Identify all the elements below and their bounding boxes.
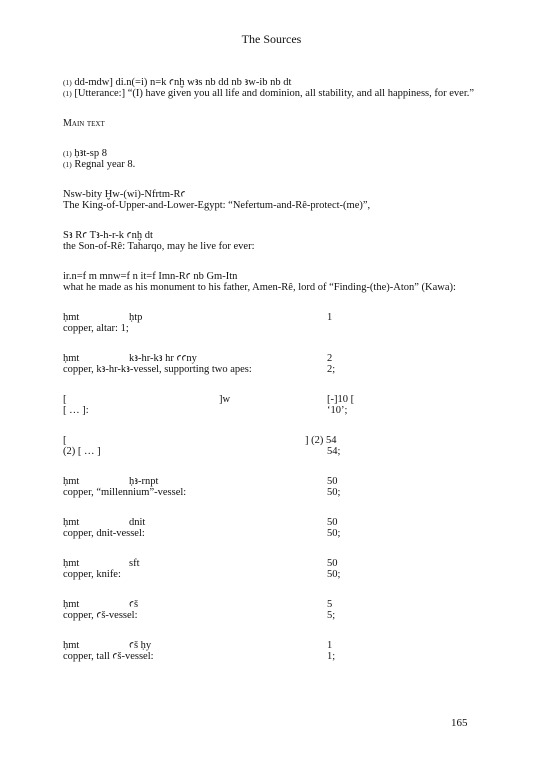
item-word-2: ꜥš ḥy	[129, 640, 152, 651]
item-translation-quantity: 50;	[327, 569, 341, 580]
item-quantity: 1	[327, 312, 333, 323]
item-word-2: sft	[129, 558, 140, 569]
intro-transliteration	[63, 77, 483, 88]
item-translation: (2) [ … ]	[63, 446, 101, 457]
line-number: (1)	[63, 78, 72, 87]
item-quantity: 50	[327, 558, 338, 569]
item-translation-row	[63, 487, 483, 498]
item-translation-row	[63, 446, 483, 457]
page-number: 165	[451, 717, 468, 729]
item-translation-row	[63, 323, 483, 334]
item-word-2: ḥtp	[129, 312, 143, 323]
running-header: The Sources	[241, 32, 302, 46]
item-translation-row	[63, 651, 483, 662]
item-word-1: [	[63, 394, 67, 405]
item-translation: copper, tall ꜥš-vessel:	[63, 651, 154, 662]
king-translation: The King-of-Upper-and-Lower-Egypt: “Nefertum-and-Rê-protect-(me)”,	[63, 200, 371, 211]
regnal-transliteration	[63, 148, 483, 159]
transliteration-text: ḥꜣt-sp 8	[74, 148, 107, 159]
item-word-2: ]w	[219, 394, 231, 405]
item-translation: copper, dnit-vessel:	[63, 528, 145, 539]
regnal-translation	[63, 159, 483, 170]
item-quantity: 1	[327, 640, 333, 651]
line-number: (1)	[63, 149, 72, 158]
item-transliteration-row	[63, 394, 483, 405]
section-heading: Main text	[63, 118, 105, 129]
item-quantity: 5	[327, 599, 333, 610]
line-number: (1)	[63, 89, 72, 98]
item-translation-row	[63, 405, 483, 416]
item-translation-quantity: 1;	[327, 651, 336, 662]
transliteration-text: dd-mdw] di.n(=i) n=k ꜥnḫ wꜣs nb dd nb ꜣw-ib nb dt	[74, 77, 292, 88]
item-word-2: kꜣ-hr-kꜣ hr ꜥꜥny	[129, 353, 197, 364]
item-translation: copper, knife:	[63, 569, 121, 580]
intro-translation	[63, 88, 483, 99]
item-translation-quantity: 50;	[327, 528, 341, 539]
text-body	[63, 77, 483, 662]
item-word-2: ḥꜣ-rnpt	[129, 476, 159, 487]
item-translation: copper, “millennium”-vessel:	[63, 487, 187, 498]
translation-text: [Utterance:] “(I) have given you all life and dominion, all stability, and all happiness, for ever.”	[74, 88, 475, 99]
item-word-1: ḥmt	[63, 599, 80, 610]
item-transliteration-row	[63, 599, 483, 610]
item-quantity: 50	[327, 517, 338, 528]
item-word-1: ḥmt	[63, 640, 80, 651]
translation-text: Regnal year 8.	[74, 159, 136, 170]
item-translation-row	[63, 569, 483, 580]
son-transliteration: Sꜣ Rꜥ Tꜣ-h-r-k ꜥnḫ dt	[63, 230, 153, 241]
item-word-1: ḥmt	[63, 312, 80, 323]
item-transliteration-row	[63, 353, 483, 364]
item-quantity: 50	[327, 476, 338, 487]
item-translation-quantity: 54;	[327, 446, 341, 457]
item-quantity: ] (2) 54	[305, 435, 337, 446]
item-word-1: ḥmt	[63, 558, 80, 569]
item-translation-quantity: ‘10’;	[327, 405, 348, 416]
item-word-1: ḥmt	[63, 353, 80, 364]
item-quantity: 2	[327, 353, 333, 364]
monument-translation: what he made as his monument to his father, Amen-Rê, lord of “Finding-(the)-Aton” (Kawa):	[63, 282, 456, 293]
monument-transliteration: ir.n=f m mnw=f n it=f Imn-Rꜥ nb Gm-Itn	[63, 271, 238, 282]
item-word-2: dnit	[129, 517, 146, 528]
item-transliteration-row	[63, 312, 483, 323]
item-word-1: ḥmt	[63, 476, 80, 487]
son-translation: the Son-of-Rê: Taharqo, may he live for ever:	[63, 241, 255, 252]
item-transliteration-row	[63, 435, 483, 446]
item-translation-quantity: 2;	[327, 364, 336, 375]
king-transliteration: Nsw-bity Ḫw-(wi)-Nfrtm-Rꜥ	[63, 189, 186, 200]
item-translation: [ … ]:	[63, 405, 89, 416]
item-translation: copper, kꜣ-hr-kꜣ-vessel, supporting two apes:	[63, 364, 252, 375]
item-transliteration-row	[63, 476, 483, 487]
item-quantity: [-]10 [	[327, 394, 355, 405]
offering-list	[63, 293, 483, 662]
item-transliteration-row	[63, 640, 483, 651]
item-translation-row	[63, 364, 483, 375]
item-word-1: [	[63, 435, 67, 446]
item-transliteration-row	[63, 517, 483, 528]
line-number: (1)	[63, 160, 72, 169]
item-translation-quantity: 5;	[327, 610, 336, 621]
item-translation-row	[63, 610, 483, 621]
item-word-2: ꜥš	[129, 599, 139, 610]
item-translation-row	[63, 528, 483, 539]
item-translation: copper, ꜥš-vessel:	[63, 610, 138, 621]
item-word-1: ḥmt	[63, 517, 80, 528]
item-translation: copper, altar: 1;	[63, 323, 129, 334]
item-transliteration-row	[63, 558, 483, 569]
item-translation-quantity: 50;	[327, 487, 341, 498]
